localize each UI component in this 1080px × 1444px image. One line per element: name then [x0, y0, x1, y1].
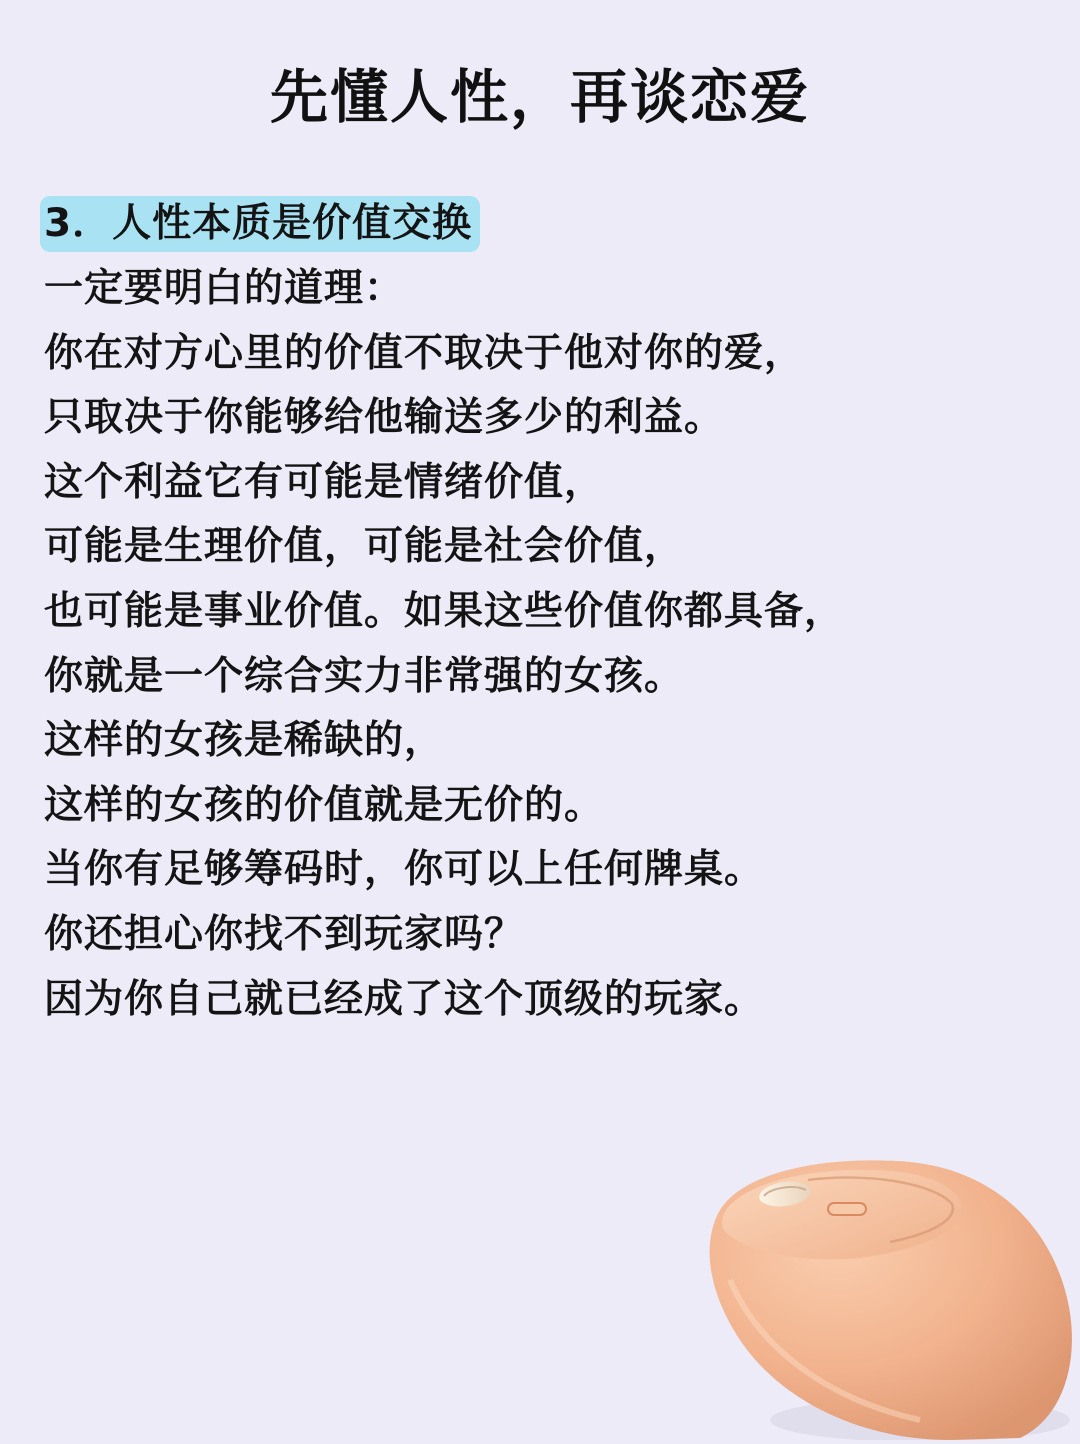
mouse-icon: [690, 1150, 1080, 1440]
body-line: 因为你自己就已经成了这个顶级的玩家。: [44, 976, 765, 1022]
body-line: 当你有足够筹码时，你可以上任何牌桌。: [44, 847, 765, 893]
body-line: 你就是一个综合实力非常强的女孩。: [44, 653, 685, 699]
body-line: 这样的女孩是稀缺的，: [44, 718, 445, 764]
body-line: 可能是生理价值，可能是社会价值，: [44, 524, 685, 570]
body-line: 你还担心你找不到玩家吗？: [44, 911, 525, 957]
page-title: 先懂人性，再谈恋爱: [269, 63, 810, 131]
body-line: 也可能是事业价值。如果这些价值你都具备，: [44, 588, 845, 634]
body-line: 这个利益它有可能是情绪价值，: [44, 459, 605, 505]
body-line: 一定要明白的道理：: [44, 266, 405, 311]
body-line: 这样的女孩的价值就是无价的。: [44, 782, 605, 828]
article-content: [44, 196, 1044, 1032]
body-line: 你在对方心里的价值不取决于他对你的爱，: [44, 330, 805, 376]
section-body: [44, 257, 1044, 1032]
body-line: 只取决于你能够给他输送多少的利益。: [44, 395, 725, 441]
section-heading: 3．人性本质是价值交换: [40, 196, 480, 252]
